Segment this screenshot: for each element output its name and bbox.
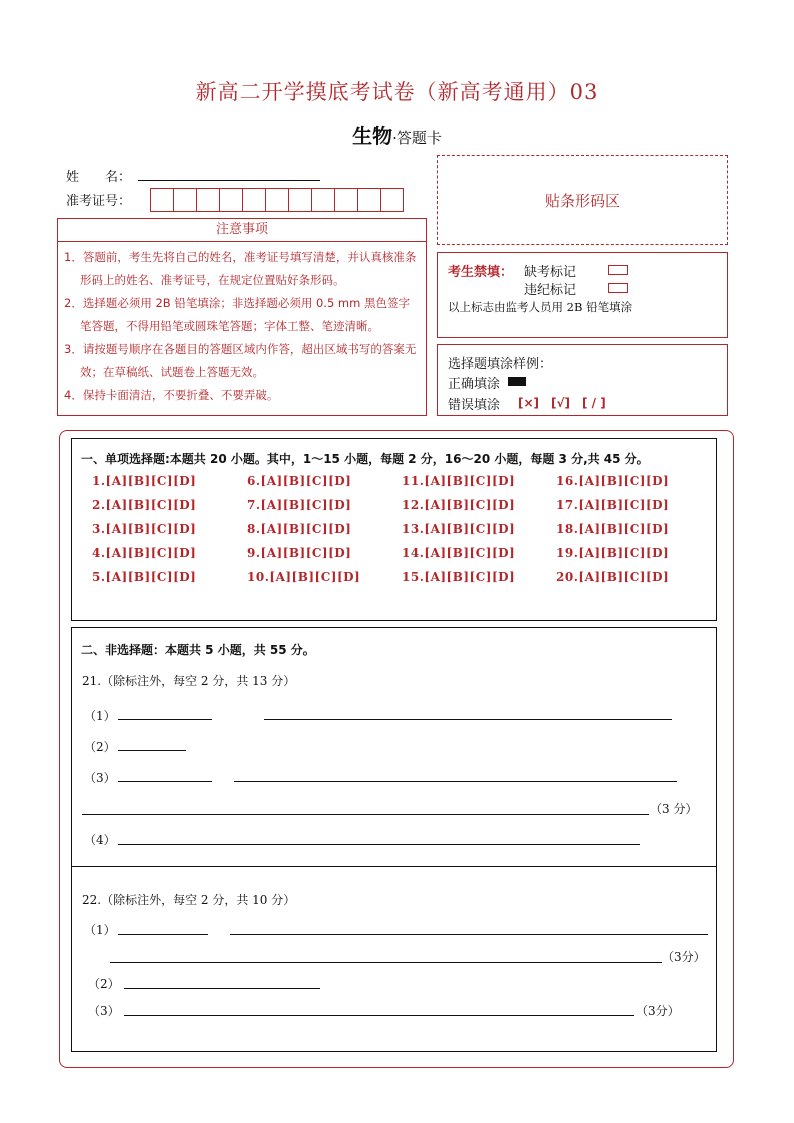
id-cell[interactable] — [242, 188, 266, 212]
q21-part2-blank[interactable] — [118, 750, 186, 751]
notice-title: 注意事项 — [57, 218, 427, 242]
notice-item: 4．保持卡面清洁，不要折叠、不要弄破。 — [64, 388, 279, 402]
id-cell[interactable] — [380, 188, 404, 212]
barcode-area — [437, 155, 728, 245]
notice-item: 1．答题前，考生先将自己的姓名，准考证号填写清楚，并认真核准条形码上的姓名、准考证号，在规定位置贴好条形码。 — [64, 250, 417, 287]
wrong-marks: [×] [√] [ / ] — [518, 396, 606, 410]
id-cell[interactable] — [357, 188, 381, 212]
section-choice — [71, 438, 717, 621]
q22-part2-label: （2） — [88, 977, 120, 991]
choice-q14[interactable]: 14.[A][B][C][D] — [402, 546, 516, 560]
choice-q3[interactable]: 3.[A][B][C][D] — [92, 522, 197, 536]
choice-q2[interactable]: 2.[A][B][C][D] — [92, 498, 197, 512]
exam-title: 新高二开学摸底考试卷（新高考通用）03 — [195, 80, 599, 104]
choice-q9[interactable]: 9.[A][B][C][D] — [247, 546, 352, 560]
id-label: 准考证号： — [66, 194, 132, 209]
choice-q8[interactable]: 8.[A][B][C][D] — [247, 522, 352, 536]
q21-part1-blank-a[interactable] — [118, 719, 212, 720]
q22-part1-score: （3分） — [662, 950, 706, 964]
q22-title: 22.（除标注外，每空 2 分，共 10 分） — [82, 893, 296, 907]
id-cell[interactable] — [219, 188, 243, 212]
sample-title: 选择题填涂样例： — [448, 357, 553, 372]
name-label: 姓 名： — [66, 170, 132, 185]
choice-q6[interactable]: 6.[A][B][C][D] — [247, 474, 352, 488]
q21-part3-label: （3） — [84, 771, 116, 785]
choice-q18[interactable]: 18.[A][B][C][D] — [556, 522, 670, 536]
q21-part4-label: （4） — [84, 833, 116, 847]
choice-q1[interactable]: 1.[A][B][C][D] — [92, 474, 197, 488]
correct-label: 正确填涂 — [448, 377, 501, 392]
correct-fill-mark — [508, 377, 526, 386]
q21-part4-blank[interactable] — [118, 844, 640, 845]
q22-part3-label: （3） — [88, 1004, 120, 1018]
forbidden-note: 以上标志由监考人员用 2B 铅笔填涂 — [448, 300, 633, 314]
forbidden-label: 考生禁填： — [448, 265, 514, 280]
fill-sample-box — [437, 344, 728, 416]
q21-title: 21.（除标注外，每空 2 分，共 13 分） — [82, 674, 296, 688]
notice-item: 2．选择题必须用 2B 铅笔填涂；非选择题必须用 0.5 mm 黑色签字笔答题，不得用铅笔或圆珠笔答题；字体工整、笔迹清晰。 — [64, 296, 410, 333]
q21-part2-label: （2） — [84, 740, 116, 754]
q21-part3-blank-c[interactable] — [82, 814, 649, 815]
q21-part3-score: （3 分） — [650, 802, 698, 816]
violation-label: 违纪标记 — [524, 283, 577, 298]
barcode-area-label: 贴条形码区 — [544, 191, 620, 210]
q22-part1-blank-a[interactable] — [118, 934, 208, 935]
choice-q20[interactable]: 20.[A][B][C][D] — [556, 570, 670, 584]
q22-part1-label: （1） — [84, 923, 116, 937]
subject-title — [0, 120, 794, 149]
notice-box — [57, 242, 427, 416]
id-number-boxes[interactable] — [150, 188, 403, 212]
q22-part1-blank-c[interactable] — [110, 962, 662, 963]
q21-part3-blank-a[interactable] — [118, 781, 212, 782]
card-label: ·答题卡 — [392, 129, 442, 147]
q22-part3-score: （3分） — [636, 1004, 680, 1018]
q22-part1-blank-b[interactable] — [230, 934, 708, 935]
id-cell[interactable] — [311, 188, 335, 212]
choice-q7[interactable]: 7.[A][B][C][D] — [247, 498, 352, 512]
subject-name: 生物 — [352, 124, 393, 148]
forbidden-box — [437, 252, 728, 338]
choice-q5[interactable]: 5.[A][B][C][D] — [92, 570, 197, 584]
choice-q12[interactable]: 12.[A][B][C][D] — [402, 498, 516, 512]
choice-q17[interactable]: 17.[A][B][C][D] — [556, 498, 670, 512]
q21-part1-blank-b[interactable] — [264, 719, 672, 720]
q22-part3-blank[interactable] — [124, 1015, 634, 1016]
id-cell[interactable] — [265, 188, 289, 212]
section1-title: 一、单项选择题:本题共 20 小题。其中，1～15 小题，每题 2 分，16～20 小题，每题 3 分,共 45 分。 — [81, 452, 649, 466]
choice-q11[interactable]: 11.[A][B][C][D] — [402, 474, 516, 488]
q22-part2-blank[interactable] — [124, 988, 320, 989]
choice-q15[interactable]: 15.[A][B][C][D] — [402, 570, 516, 584]
section-nonchoice — [71, 627, 717, 1052]
absent-label: 缺考标记 — [524, 265, 577, 280]
name-field[interactable] — [138, 180, 320, 181]
id-cell[interactable] — [196, 188, 220, 212]
q21-part1-label: （1） — [84, 709, 116, 723]
violation-mark-box[interactable] — [608, 283, 628, 293]
choice-q4[interactable]: 4.[A][B][C][D] — [92, 546, 197, 560]
id-cell[interactable] — [173, 188, 197, 212]
id-cell[interactable] — [288, 188, 312, 212]
question-divider — [71, 866, 717, 867]
choice-q13[interactable]: 13.[A][B][C][D] — [402, 522, 516, 536]
absent-mark-box[interactable] — [608, 265, 628, 275]
id-cell[interactable] — [334, 188, 358, 212]
wrong-label: 错误填涂 — [448, 398, 501, 413]
q21-part3-blank-b[interactable] — [234, 781, 677, 782]
choice-q16[interactable]: 16.[A][B][C][D] — [556, 474, 670, 488]
section2-title: 二、非选择题：本题共 5 小题，共 55 分。 — [81, 643, 315, 657]
choice-q19[interactable]: 19.[A][B][C][D] — [556, 546, 670, 560]
id-cell[interactable] — [150, 188, 174, 212]
notice-item: 3．请按题号顺序在各题目的答题区域内作答，超出区域书写的答案无效；在草稿纸、试题卷上答题无效。 — [64, 342, 417, 379]
choice-q10[interactable]: 10.[A][B][C][D] — [247, 570, 361, 584]
